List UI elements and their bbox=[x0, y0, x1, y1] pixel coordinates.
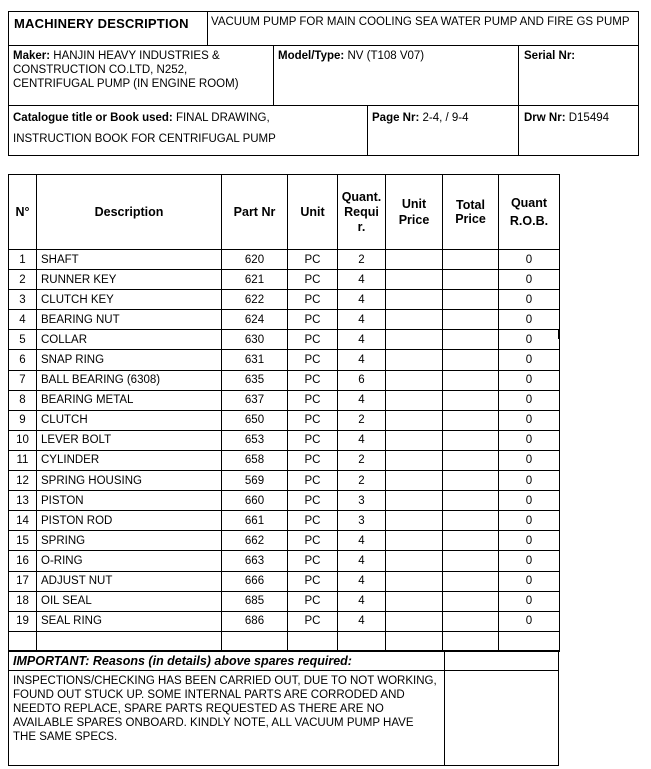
row-total-price bbox=[443, 410, 499, 430]
table-row bbox=[9, 471, 560, 491]
col-header-unit-price: Unit Price bbox=[386, 175, 443, 250]
important-heading: IMPORTANT: Reasons (in details) above spares required: bbox=[13, 654, 352, 668]
row-description: SHAFT bbox=[37, 250, 222, 270]
row-number: 6 bbox=[9, 350, 37, 370]
row-part-nr: 658 bbox=[222, 450, 288, 470]
page-label: Page Nr: bbox=[372, 112, 420, 124]
table-row bbox=[9, 370, 560, 390]
row-quantity-rob: 0 bbox=[499, 270, 560, 290]
col-header-quantity-required: Quant. Requir. bbox=[338, 175, 386, 250]
table-row-blank bbox=[9, 631, 560, 651]
table-header-row bbox=[9, 175, 560, 250]
row-unit: PC bbox=[288, 491, 338, 511]
table-row bbox=[9, 571, 560, 591]
row-number: 13 bbox=[9, 491, 37, 511]
row-quantity-required: 4 bbox=[338, 290, 386, 310]
row-unit: PC bbox=[288, 531, 338, 551]
row-description: RUNNER KEY bbox=[37, 270, 222, 290]
row-part-nr: 620 bbox=[222, 250, 288, 270]
row-part-nr: 637 bbox=[222, 390, 288, 410]
row-quantity-rob: 0 bbox=[499, 290, 560, 310]
row-number: 1 bbox=[9, 250, 37, 270]
spare-parts-table bbox=[8, 174, 560, 652]
row-part-nr: 666 bbox=[222, 571, 288, 591]
row-total-price bbox=[443, 551, 499, 571]
row-number: 11 bbox=[9, 450, 37, 470]
blank-cell bbox=[338, 631, 386, 651]
row-quantity-required: 3 bbox=[338, 511, 386, 531]
catalogue-cell bbox=[8, 105, 368, 156]
row-quantity-rob: 0 bbox=[499, 250, 560, 270]
row-description: CYLINDER bbox=[37, 450, 222, 470]
row-total-price bbox=[443, 611, 499, 631]
row-unit: PC bbox=[288, 511, 338, 531]
table-row bbox=[9, 250, 560, 270]
row-description: SEAL RING bbox=[37, 611, 222, 631]
row-description: O-RING bbox=[37, 551, 222, 571]
row-unit: PC bbox=[288, 290, 338, 310]
row-number: 15 bbox=[9, 531, 37, 551]
table-row bbox=[9, 531, 560, 551]
col-header-total-price: Total Price bbox=[443, 175, 499, 250]
important-text: INSPECTIONS/CHECKING HAS BEEN CARRIED OUT, DUE TO NOT WORKING, FOUND OUT STUCK UP. SOME INTERNAL PARTS ARE CORRODED AND NEEDTO REPLACE, SPARE PARTS REQUESTED AS THERE ARE NO AVAILABLE SPARES ONBOARD. KINDLY NOTE, ALL VACUUM PUMP HAVE THE SAME SPECS. bbox=[13, 675, 437, 743]
col-header-unit: Unit bbox=[288, 175, 338, 250]
row-description: BEARING METAL bbox=[37, 390, 222, 410]
row-number: 5 bbox=[9, 330, 37, 350]
table-row bbox=[9, 491, 560, 511]
text-cursor-mark bbox=[558, 329, 560, 339]
row-quantity-rob: 0 bbox=[499, 410, 560, 430]
row-quantity-required: 4 bbox=[338, 591, 386, 611]
row-description: SNAP RING bbox=[37, 350, 222, 370]
row-unit-price bbox=[386, 511, 443, 531]
row-unit-price bbox=[386, 270, 443, 290]
row-unit-price bbox=[386, 410, 443, 430]
row-total-price bbox=[443, 330, 499, 350]
drawing-cell bbox=[518, 105, 639, 156]
row-unit: PC bbox=[288, 551, 338, 571]
row-description: SPRING bbox=[37, 531, 222, 551]
row-number: 19 bbox=[9, 611, 37, 631]
row-number: 10 bbox=[9, 430, 37, 450]
row-total-price bbox=[443, 491, 499, 511]
row-total-price bbox=[443, 390, 499, 410]
table-row bbox=[9, 410, 560, 430]
maker-label: Maker: bbox=[13, 50, 51, 62]
row-number: 9 bbox=[9, 410, 37, 430]
table-row bbox=[9, 591, 560, 611]
row-unit: PC bbox=[288, 370, 338, 390]
maker-cell bbox=[8, 45, 274, 106]
drawing-text bbox=[524, 112, 609, 125]
row-description: CLUTCH KEY bbox=[37, 290, 222, 310]
row-quantity-rob: 0 bbox=[499, 531, 560, 551]
row-quantity-required: 2 bbox=[338, 450, 386, 470]
row-quantity-required: 4 bbox=[338, 430, 386, 450]
row-total-price bbox=[443, 591, 499, 611]
row-quantity-required: 2 bbox=[338, 471, 386, 491]
blank-cell bbox=[499, 631, 560, 651]
row-total-price bbox=[443, 370, 499, 390]
row-number: 3 bbox=[9, 290, 37, 310]
row-unit: PC bbox=[288, 250, 338, 270]
machinery-label-cell bbox=[8, 11, 208, 46]
row-quantity-required: 4 bbox=[338, 310, 386, 330]
table-row bbox=[9, 551, 560, 571]
row-unit-price bbox=[386, 551, 443, 571]
row-quantity-rob: 0 bbox=[499, 370, 560, 390]
catalogue-value-line1: FINAL DRAWING, bbox=[175, 112, 270, 124]
row-part-nr: 653 bbox=[222, 430, 288, 450]
col-header-quantity-rob: Quant R.O.B. bbox=[499, 175, 560, 250]
row-description: OIL SEAL bbox=[37, 591, 222, 611]
row-unit-price bbox=[386, 350, 443, 370]
table-row bbox=[9, 390, 560, 410]
row-part-nr: 685 bbox=[222, 591, 288, 611]
row-unit: PC bbox=[288, 410, 338, 430]
important-aside-cell bbox=[444, 650, 559, 671]
blank-cell bbox=[37, 631, 222, 651]
important-text-cell bbox=[8, 670, 445, 766]
row-part-nr: 663 bbox=[222, 551, 288, 571]
table-row bbox=[9, 350, 560, 370]
table-row bbox=[9, 270, 560, 290]
row-quantity-rob: 0 bbox=[499, 350, 560, 370]
row-number: 8 bbox=[9, 390, 37, 410]
row-number: 4 bbox=[9, 310, 37, 330]
row-description: SPRING HOUSING bbox=[37, 471, 222, 491]
row-quantity-required: 6 bbox=[338, 370, 386, 390]
row-description: BALL BEARING (6308) bbox=[37, 370, 222, 390]
row-number: 17 bbox=[9, 571, 37, 591]
row-unit: PC bbox=[288, 310, 338, 330]
row-part-nr: 622 bbox=[222, 290, 288, 310]
row-part-nr: 621 bbox=[222, 270, 288, 290]
row-total-price bbox=[443, 290, 499, 310]
row-total-price bbox=[443, 511, 499, 531]
row-quantity-rob: 0 bbox=[499, 390, 560, 410]
row-unit-price bbox=[386, 491, 443, 511]
row-unit: PC bbox=[288, 611, 338, 631]
machinery-label: MACHINERY DESCRIPTION bbox=[14, 16, 189, 31]
important-heading-cell bbox=[8, 650, 445, 671]
row-quantity-rob: 0 bbox=[499, 450, 560, 470]
model-label: Model/Type: bbox=[278, 50, 345, 62]
model-text bbox=[278, 49, 424, 63]
important-right-cell bbox=[444, 670, 559, 766]
maker-text bbox=[13, 49, 269, 91]
row-total-price bbox=[443, 450, 499, 470]
row-description: ADJUST NUT bbox=[37, 571, 222, 591]
row-quantity-required: 4 bbox=[338, 531, 386, 551]
row-total-price bbox=[443, 350, 499, 370]
blank-cell bbox=[9, 631, 37, 651]
row-description: LEVER BOLT bbox=[37, 430, 222, 450]
table-row bbox=[9, 611, 560, 631]
row-quantity-rob: 0 bbox=[499, 430, 560, 450]
row-total-price bbox=[443, 250, 499, 270]
blank-cell bbox=[443, 631, 499, 651]
row-unit-price bbox=[386, 450, 443, 470]
serial-text bbox=[524, 49, 575, 63]
machinery-value-cell bbox=[207, 11, 639, 46]
row-number: 2 bbox=[9, 270, 37, 290]
row-total-price bbox=[443, 471, 499, 491]
row-quantity-required: 4 bbox=[338, 571, 386, 591]
model-value: NV (T108 V07) bbox=[347, 50, 425, 62]
row-total-price bbox=[443, 430, 499, 450]
row-quantity-required: 4 bbox=[338, 350, 386, 370]
col-header-no: N° bbox=[9, 175, 37, 250]
blank-cell bbox=[386, 631, 443, 651]
row-total-price bbox=[443, 571, 499, 591]
row-unit-price bbox=[386, 330, 443, 350]
row-description: COLLAR bbox=[37, 330, 222, 350]
row-unit: PC bbox=[288, 390, 338, 410]
row-part-nr: 650 bbox=[222, 410, 288, 430]
table-row bbox=[9, 290, 560, 310]
row-unit: PC bbox=[288, 450, 338, 470]
row-quantity-required: 4 bbox=[338, 390, 386, 410]
row-unit: PC bbox=[288, 350, 338, 370]
row-unit-price bbox=[386, 591, 443, 611]
model-cell bbox=[273, 45, 519, 106]
table-row bbox=[9, 450, 560, 470]
row-part-nr: 635 bbox=[222, 370, 288, 390]
row-description: PISTON ROD bbox=[37, 511, 222, 531]
row-part-nr: 660 bbox=[222, 491, 288, 511]
catalogue-label: Catalogue title or Book used: bbox=[13, 112, 173, 124]
machinery-value: VACUUM PUMP FOR MAIN COOLING SEA WATER PUMP AND FIRE GS PUMP bbox=[211, 16, 630, 28]
row-part-nr: 686 bbox=[222, 611, 288, 631]
row-part-nr: 661 bbox=[222, 511, 288, 531]
row-unit-price bbox=[386, 390, 443, 410]
row-number: 12 bbox=[9, 471, 37, 491]
row-quantity-rob: 0 bbox=[499, 310, 560, 330]
row-quantity-required: 3 bbox=[338, 491, 386, 511]
row-part-nr: 569 bbox=[222, 471, 288, 491]
row-quantity-rob: 0 bbox=[499, 330, 560, 350]
row-unit-price bbox=[386, 531, 443, 551]
row-quantity-required: 4 bbox=[338, 611, 386, 631]
row-description: BEARING NUT bbox=[37, 310, 222, 330]
serial-label: Serial Nr: bbox=[524, 50, 576, 62]
row-number: 18 bbox=[9, 591, 37, 611]
row-quantity-rob: 0 bbox=[499, 491, 560, 511]
page-text bbox=[372, 112, 469, 125]
row-total-price bbox=[443, 310, 499, 330]
row-quantity-required: 2 bbox=[338, 410, 386, 430]
row-quantity-required: 4 bbox=[338, 551, 386, 571]
col-header-description: Description bbox=[37, 175, 222, 250]
row-unit-price bbox=[386, 471, 443, 491]
row-unit: PC bbox=[288, 430, 338, 450]
maker-value: HANJIN HEAVY INDUSTRIES & CONSTRUCTION CO.LTD, N252, CENTRIFUGAL PUMP (IN ENGINE ROOM) bbox=[13, 50, 239, 90]
row-description: CLUTCH bbox=[37, 410, 222, 430]
row-number: 16 bbox=[9, 551, 37, 571]
row-quantity-required: 4 bbox=[338, 270, 386, 290]
table-row bbox=[9, 330, 560, 350]
row-quantity-required: 2 bbox=[338, 250, 386, 270]
row-unit-price bbox=[386, 310, 443, 330]
row-part-nr: 624 bbox=[222, 310, 288, 330]
col-header-part-nr: Part Nr bbox=[222, 175, 288, 250]
catalogue-line1 bbox=[13, 112, 270, 125]
row-number: 14 bbox=[9, 511, 37, 531]
row-unit-price bbox=[386, 571, 443, 591]
row-quantity-required: 4 bbox=[338, 330, 386, 350]
row-number: 7 bbox=[9, 370, 37, 390]
row-quantity-rob: 0 bbox=[499, 551, 560, 571]
table-body bbox=[9, 250, 560, 652]
blank-cell bbox=[222, 631, 288, 651]
row-unit-price bbox=[386, 370, 443, 390]
row-unit: PC bbox=[288, 571, 338, 591]
row-part-nr: 662 bbox=[222, 531, 288, 551]
row-description: PISTON bbox=[37, 491, 222, 511]
row-part-nr: 631 bbox=[222, 350, 288, 370]
row-quantity-rob: 0 bbox=[499, 471, 560, 491]
row-total-price bbox=[443, 531, 499, 551]
catalogue-value-line2: INSTRUCTION BOOK FOR CENTRIFUGAL PUMP bbox=[13, 133, 276, 145]
row-part-nr: 630 bbox=[222, 330, 288, 350]
row-quantity-rob: 0 bbox=[499, 511, 560, 531]
row-unit-price bbox=[386, 290, 443, 310]
drawing-value: D15494 bbox=[568, 112, 610, 124]
serial-cell bbox=[518, 45, 639, 106]
row-unit: PC bbox=[288, 471, 338, 491]
row-unit-price bbox=[386, 250, 443, 270]
table-row bbox=[9, 310, 560, 330]
row-unit: PC bbox=[288, 270, 338, 290]
table-row bbox=[9, 430, 560, 450]
row-quantity-rob: 0 bbox=[499, 611, 560, 631]
blank-cell bbox=[288, 631, 338, 651]
row-total-price bbox=[443, 270, 499, 290]
page-value: 2-4, / 9-4 bbox=[422, 112, 469, 124]
page-cell bbox=[367, 105, 519, 156]
row-unit: PC bbox=[288, 591, 338, 611]
row-quantity-rob: 0 bbox=[499, 591, 560, 611]
drawing-label: Drw Nr: bbox=[524, 112, 566, 124]
row-quantity-rob: 0 bbox=[499, 571, 560, 591]
row-unit-price bbox=[386, 430, 443, 450]
table-row bbox=[9, 511, 560, 531]
row-unit: PC bbox=[288, 330, 338, 350]
row-unit-price bbox=[386, 611, 443, 631]
